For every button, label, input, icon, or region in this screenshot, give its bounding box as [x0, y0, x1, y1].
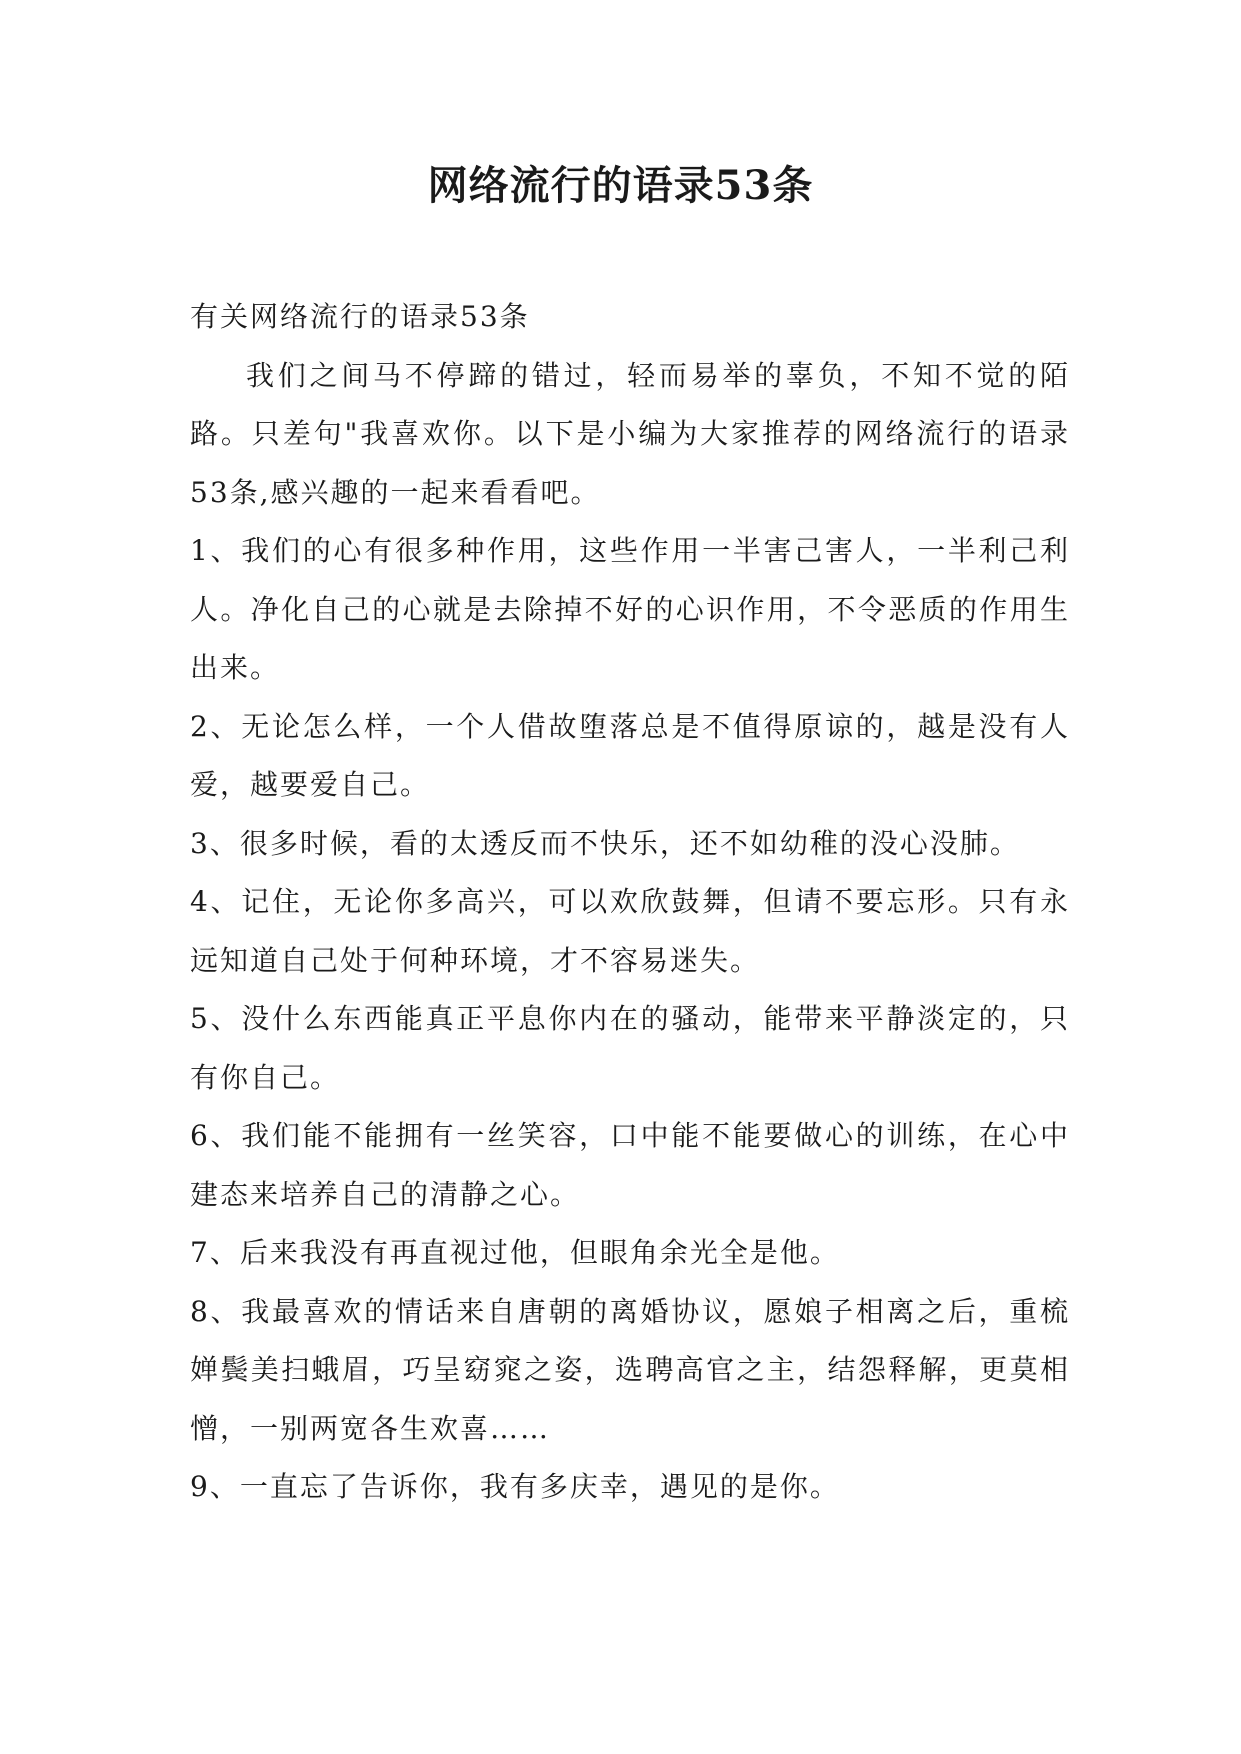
quote-item-3: 3、很多时候，看的太透反而不快乐，还不如幼稚的没心没肺。: [190, 826, 1020, 860]
document-title: 网络流行的语录53条: [427, 162, 814, 209]
quote-item-8: 8、我最喜欢的情话来自唐朝的离婚协议，愿娘子相离之后，重梳婵鬓美扫蛾眉，巧呈窈窕之姿，选聘高官之主，结怨释解，更莫相憎，一别两宽各生欢喜……: [190, 1294, 1070, 1445]
document-subtitle: 有关网络流行的语录53条: [190, 300, 530, 333]
quote-item-4: 4、记住，无论你多高兴，可以欢欣鼓舞，但请不要忘形。只有永远知道自己处于何种环境，才不容易迷失。: [190, 885, 1070, 977]
intro-paragraph: 我们之间马不停蹄的错过，轻而易举的辜负，不知不觉的陌路。只差句"我喜欢你。以下是小编为大家推荐的网络流行的语录53条,感兴趣的一起来看看吧。: [190, 358, 1070, 509]
quote-item-2: 2、无论怎么样，一个人借故堕落总是不值得原谅的，越是没有人爱，越要爱自己。: [190, 709, 1070, 801]
quote-item-9: 9、一直忘了告诉你，我有多庆幸，遇见的是你。: [190, 1470, 840, 1503]
quote-item-1: 1、我们的心有很多种作用，这些作用一半害己害人，一半利己利人。净化自己的心就是去除掉不好的心识作用，不令恶质的作用生出来。: [190, 534, 1070, 684]
quote-item-6: 6、我们能不能拥有一丝笑容，口中能不能要做心的训练，在心中建态来培养自己的清静之心。: [190, 1119, 1070, 1211]
quote-item-7: 7、后来我没有再直视过他，但眼角余光全是他。: [190, 1236, 840, 1269]
document-body: [190, 288, 1070, 1517]
quote-item-5: 5、没什么东西能真正平息你内在的骚动，能带来平静淡定的，只有你自己。: [190, 1002, 1070, 1094]
